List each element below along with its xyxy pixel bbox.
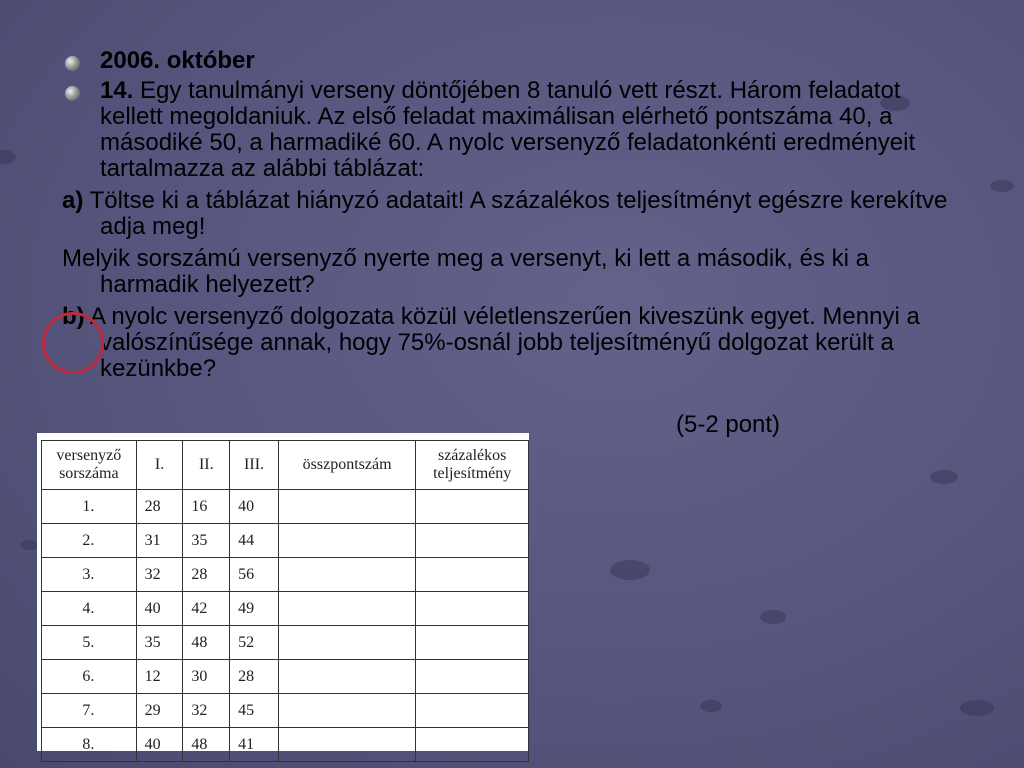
highlight-circle — [42, 312, 104, 374]
table-cell: 44 — [230, 524, 279, 558]
table-cell: 48 — [183, 626, 230, 660]
slide-text — [62, 48, 962, 388]
results-table-image — [37, 433, 529, 751]
table-cell: 7. — [42, 694, 137, 728]
table-row — [42, 660, 529, 694]
part-b-text: A nyolc versenyző dolgozata közül véletlenszerűen kiveszünk egyet. Mennyi a valószínűsége annak, hogy 75%-osnál jobb teljesítményű dolgozat került a kezünkbe? — [90, 303, 920, 382]
table-cell: 40 — [136, 728, 183, 762]
table-cell: 28 — [183, 558, 230, 592]
table-cell: 35 — [183, 524, 230, 558]
header-cell: versenyző sorszáma — [42, 441, 137, 490]
table-row — [42, 592, 529, 626]
part-a-label: a) — [62, 187, 84, 214]
part-b — [62, 304, 962, 382]
question — [62, 246, 962, 298]
table-cell — [416, 558, 529, 592]
table-cell: 30 — [183, 660, 230, 694]
table-row — [42, 728, 529, 762]
header-cell: összpontszám — [278, 441, 415, 490]
table-cell — [278, 558, 415, 592]
problem-text: Egy tanulmányi verseny döntőjében 8 tanuló vett részt. Három feladatot kellett megoldaniuk. Az első feladat maximálisan elérhető pontszáma 40, a másodiké 50, a harmadiké 60. A nyolc versenyző feladatonkénti eredményeit tartalmazza az alábbi táblázat: — [100, 77, 916, 182]
table-header-row — [42, 441, 529, 490]
table-cell — [416, 694, 529, 728]
header-cell: I. — [136, 441, 183, 490]
table-cell — [416, 524, 529, 558]
table-cell: 41 — [230, 728, 279, 762]
table-cell — [278, 524, 415, 558]
table-cell: 45 — [230, 694, 279, 728]
table-cell: 32 — [183, 694, 230, 728]
header-cell: II. — [183, 441, 230, 490]
problem-number: 14. — [100, 77, 134, 104]
table-cell — [416, 626, 529, 660]
table-row — [42, 558, 529, 592]
table-cell: 40 — [230, 490, 279, 524]
table-cell — [416, 660, 529, 694]
table-cell: 31 — [136, 524, 183, 558]
table-cell: 2. — [42, 524, 137, 558]
table-cell: 29 — [136, 694, 183, 728]
table-cell: 52 — [230, 626, 279, 660]
table-cell — [416, 490, 529, 524]
question-text: Melyik sorszámú versenyző nyerte meg a versenyt, ki lett a második, és ki a harmadik helyezett? — [62, 245, 869, 298]
part-a-text: Töltse ki a táblázat hiányzó adatait! A százalékos teljesítményt egészre kerekítve adja meg! — [89, 187, 948, 240]
table-cell: 49 — [230, 592, 279, 626]
sphere-bullet-icon — [65, 86, 80, 101]
table-cell: 12 — [136, 660, 183, 694]
date-line — [62, 48, 962, 74]
table-cell: 4. — [42, 592, 137, 626]
table-cell — [278, 626, 415, 660]
table-cell: 16 — [183, 490, 230, 524]
table-cell: 1. — [42, 490, 137, 524]
table-cell — [278, 660, 415, 694]
table-cell: 3. — [42, 558, 137, 592]
table-cell: 56 — [230, 558, 279, 592]
sphere-bullet-icon — [65, 56, 80, 71]
table-cell: 28 — [136, 490, 183, 524]
table-cell: 48 — [183, 728, 230, 762]
results-table — [41, 440, 529, 762]
table-cell: 8. — [42, 728, 137, 762]
part-a — [62, 188, 962, 240]
table-cell: 35 — [136, 626, 183, 660]
table-cell: 40 — [136, 592, 183, 626]
table-cell: 42 — [183, 592, 230, 626]
table-row — [42, 490, 529, 524]
header-cell: százalékos teljesítmény — [416, 441, 529, 490]
table-cell — [278, 694, 415, 728]
table-cell — [416, 592, 529, 626]
part-b-label: b) — [62, 303, 85, 330]
table-cell — [278, 728, 415, 762]
table-cell: 28 — [230, 660, 279, 694]
header-cell: III. — [230, 441, 279, 490]
points-label: (5-2 pont) — [676, 411, 781, 438]
date-heading: 2006. október — [100, 47, 255, 74]
table-cell — [278, 592, 415, 626]
table-cell: 6. — [42, 660, 137, 694]
table-cell: 32 — [136, 558, 183, 592]
table-row — [42, 524, 529, 558]
table-cell: 5. — [42, 626, 137, 660]
table-row — [42, 694, 529, 728]
table-row — [42, 626, 529, 660]
table-cell — [416, 728, 529, 762]
problem-line — [62, 78, 962, 182]
table-cell — [278, 490, 415, 524]
